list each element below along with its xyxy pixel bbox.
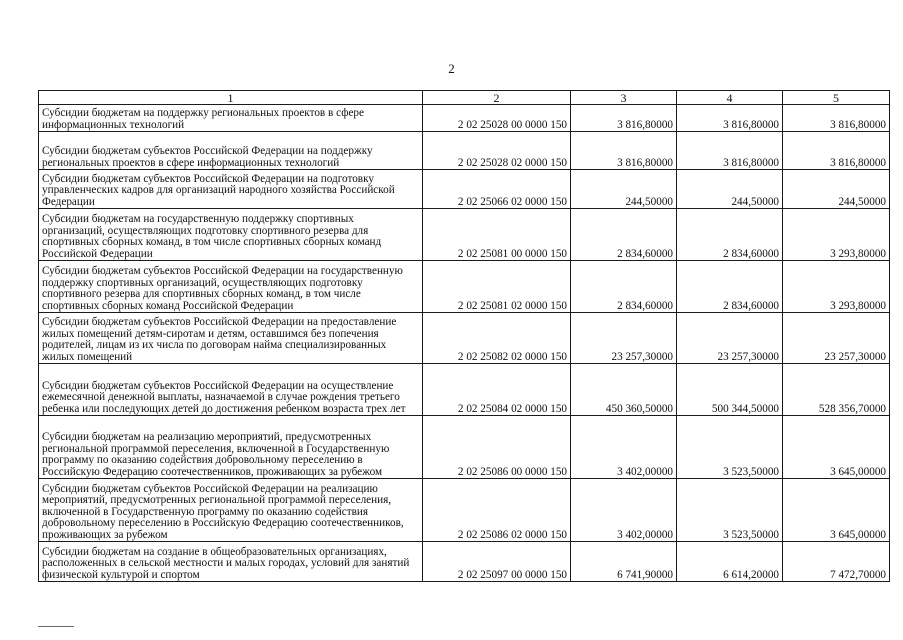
row-value-col3: 3 816,80000 <box>571 132 677 170</box>
row-value-col3: 2 834,60000 <box>571 209 677 261</box>
row-value-col4: 244,50000 <box>677 170 783 209</box>
row-value-col5: 3 816,80000 <box>783 132 890 170</box>
column-header-3: 3 <box>571 91 677 105</box>
row-value-col5: 7 472,70000 <box>783 542 890 582</box>
table-row <box>39 132 890 170</box>
table-row <box>39 209 890 261</box>
table-row <box>39 105 890 132</box>
row-name: Субсидии бюджетам на государственную поддержку спортивных организаций, осуществляющих подготовку спортивного резерва для спортивных сборных команд, в том числе спортивных сборных команд Российской Федерации <box>39 209 423 261</box>
row-value-col4: 3 816,80000 <box>677 105 783 132</box>
row-name: Субсидии бюджетам субъектов Российской Федерации на поддержку региональных проектов в сфере информационных технологий <box>39 132 423 170</box>
table-row <box>39 313 890 364</box>
row-value-col4: 2 834,60000 <box>677 261 783 313</box>
row-name: Субсидии бюджетам на создание в общеобразовательных организациях, расположенных в сельской местности и малых городах, условий для занятий физической культурой и спортом <box>39 542 423 582</box>
row-value-col3: 3 402,00000 <box>571 479 677 542</box>
row-name: Субсидии бюджетам субъектов Российской Федерации на предоставление жилых помещений детям-сиротам и детям, оставшимся без попечения родителей, лицам из их числа по договорам найма специализированных жилых помещений <box>39 313 423 364</box>
row-value-col4: 3 523,50000 <box>677 479 783 542</box>
column-header-4: 4 <box>677 91 783 105</box>
row-code: 2 02 25084 02 0000 150 <box>423 364 571 416</box>
row-value-col5: 3 645,00000 <box>783 416 890 479</box>
table-row <box>39 364 890 416</box>
row-value-col3: 2 834,60000 <box>571 261 677 313</box>
row-value-col3: 6 741,90000 <box>571 542 677 582</box>
budget-table <box>38 90 890 582</box>
row-value-col3: 3 402,00000 <box>571 416 677 479</box>
row-code: 2 02 25082 02 0000 150 <box>423 313 571 364</box>
row-value-col5: 3 645,00000 <box>783 479 890 542</box>
row-code: 2 02 25097 00 0000 150 <box>423 542 571 582</box>
row-value-col4: 2 834,60000 <box>677 209 783 261</box>
row-value-col5: 23 257,30000 <box>783 313 890 364</box>
row-value-col5: 528 356,70000 <box>783 364 890 416</box>
row-code: 2 02 25086 00 0000 150 <box>423 416 571 479</box>
row-name: Субсидии бюджетам на поддержку региональных проектов в сфере информационных технологий <box>39 105 423 132</box>
row-code: 2 02 25086 02 0000 150 <box>423 479 571 542</box>
table-row <box>39 479 890 542</box>
table-row <box>39 416 890 479</box>
column-header-1: 1 <box>39 91 423 105</box>
row-value-col3: 23 257,30000 <box>571 313 677 364</box>
row-code: 2 02 25066 02 0000 150 <box>423 170 571 209</box>
row-value-col5: 244,50000 <box>783 170 890 209</box>
row-value-col5: 3 816,80000 <box>783 105 890 132</box>
table-row <box>39 170 890 209</box>
row-name: Субсидии бюджетам субъектов Российской Федерации на подготовку управленческих кадров для организаций народного хозяйства Российской Федерации <box>39 170 423 209</box>
row-value-col3: 3 816,80000 <box>571 105 677 132</box>
row-code: 2 02 25081 02 0000 150 <box>423 261 571 313</box>
row-value-col3: 244,50000 <box>571 170 677 209</box>
row-value-col5: 3 293,80000 <box>783 209 890 261</box>
column-header-5: 5 <box>783 91 890 105</box>
row-name: Субсидии бюджетам субъектов Российской Федерации на реализацию мероприятий, предусмотренных региональной программой переселения, включенной в Государственную программу по оказанию содействия добровольному переселению в Российскую Федерацию соотечественников, проживающих за рубежом <box>39 479 423 542</box>
row-code: 2 02 25028 02 0000 150 <box>423 132 571 170</box>
row-value-col4: 3 816,80000 <box>677 132 783 170</box>
row-name: Субсидии бюджетам субъектов Российской Федерации на осуществление ежемесячной денежной выплаты, назначаемой в случае рождения третьего ребенка или последующих детей до достижения ребенком возраста трех лет <box>39 364 423 416</box>
footnote-divider <box>38 626 74 627</box>
column-header-2: 2 <box>423 91 571 105</box>
row-value-col4: 23 257,30000 <box>677 313 783 364</box>
row-name: Субсидии бюджетам на реализацию мероприятий, предусмотренных региональной программой переселения, включенной в Государственную программу по оказанию содействия добровольному переселению в Российскую Федерацию соотечественников, проживающих за рубежом <box>39 416 423 479</box>
row-value-col4: 6 614,20000 <box>677 542 783 582</box>
row-value-col5: 3 293,80000 <box>783 261 890 313</box>
row-value-col3: 450 360,50000 <box>571 364 677 416</box>
table-header-row <box>39 91 890 105</box>
row-code: 2 02 25028 00 0000 150 <box>423 105 571 132</box>
table-row <box>39 542 890 582</box>
row-code: 2 02 25081 00 0000 150 <box>423 209 571 261</box>
table-row <box>39 261 890 313</box>
row-name: Субсидии бюджетам субъектов Российской Федерации на государственную поддержку спортивных организаций, осуществляющих подготовку спортивного резерва для спортивных сборных команд, в том числе спортивных сборных команд Российской Федерации <box>39 261 423 313</box>
row-value-col4: 500 344,50000 <box>677 364 783 416</box>
page-number: 2 <box>448 61 455 76</box>
row-value-col4: 3 523,50000 <box>677 416 783 479</box>
